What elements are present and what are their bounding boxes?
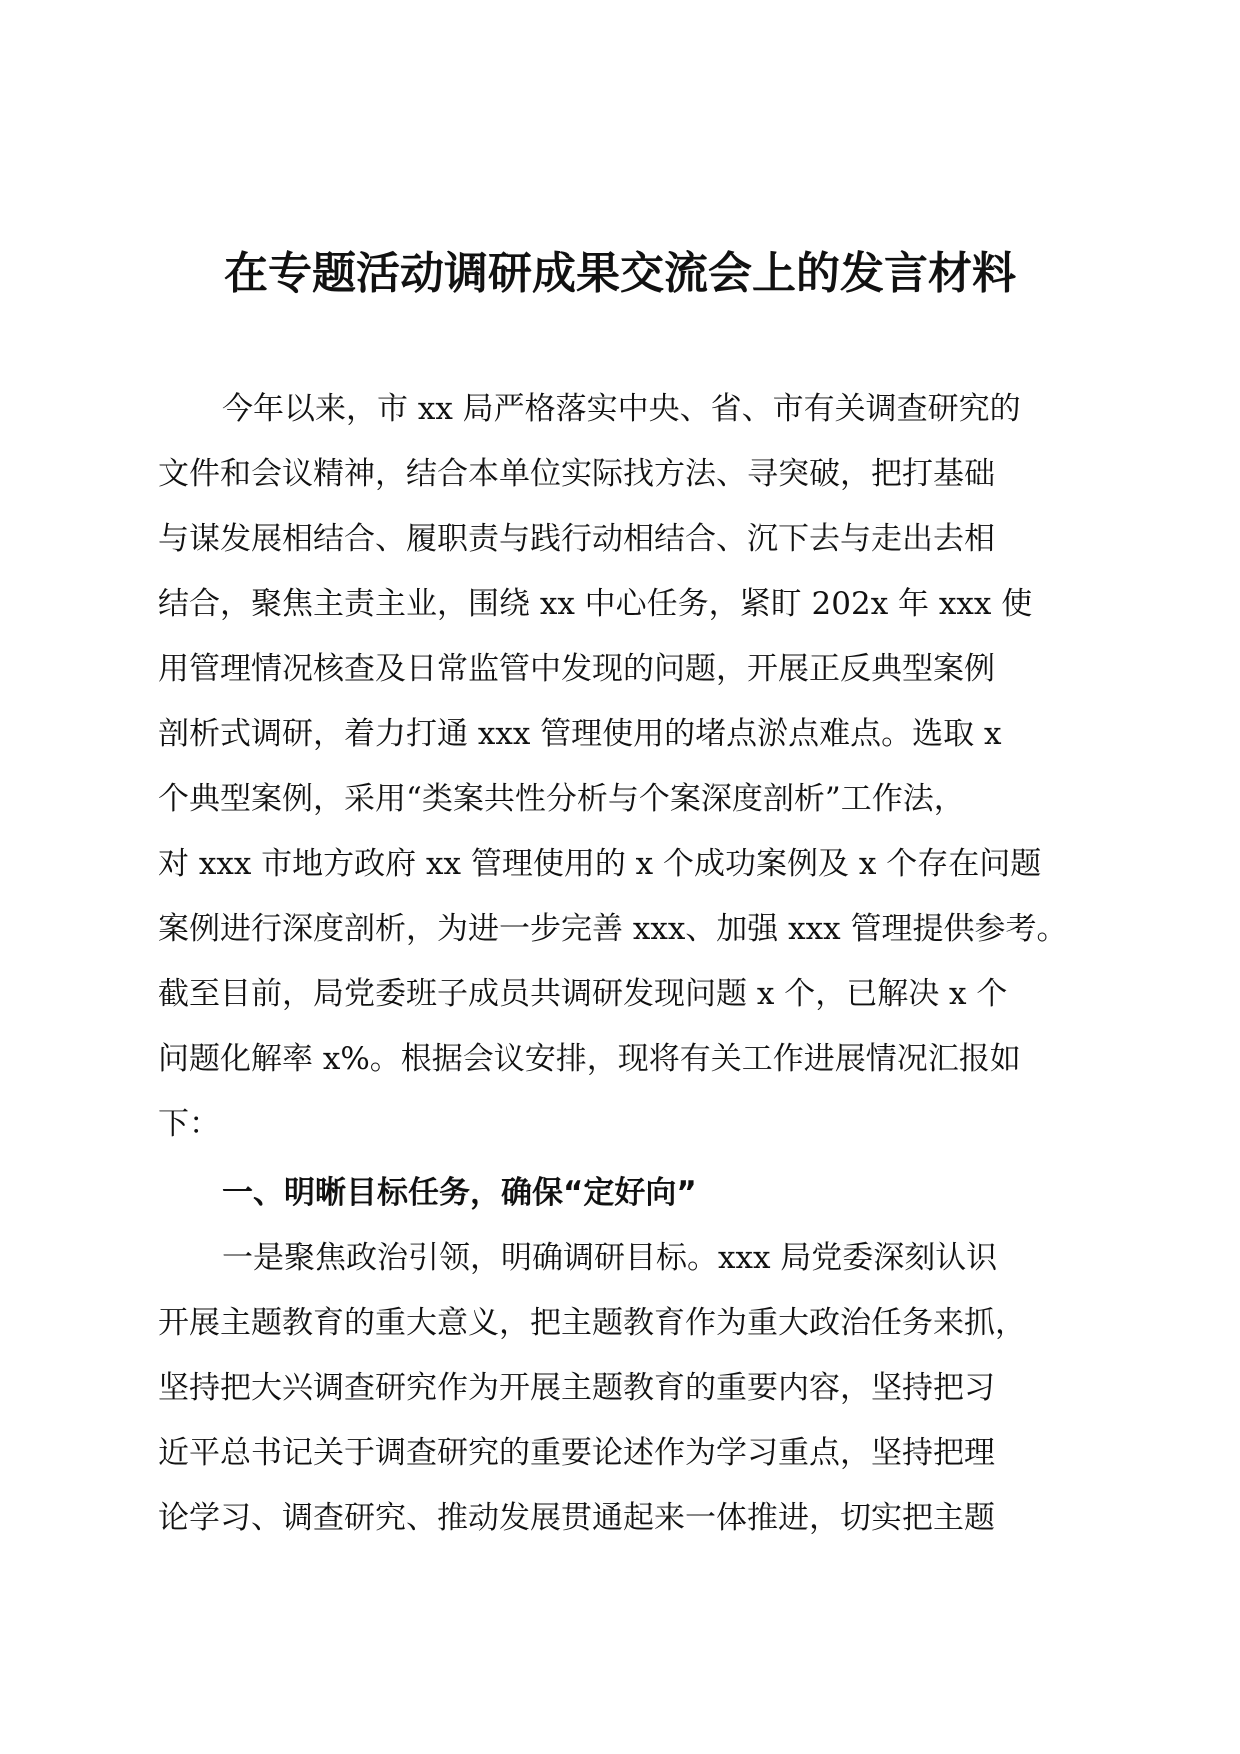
paragraph-line: 坚持把大兴调查研究作为开展主题教育的重要内容，坚持把习 [158, 1370, 995, 1406]
paragraph-2 [158, 1226, 1098, 1551]
paragraph-line: 近平总书记关于调查研究的重要论述作为学习重点，坚持把理 [158, 1435, 995, 1471]
paragraph-line: 截至目前，局党委班子成员共调研发现问题 x 个，已解决 x 个 [158, 976, 1008, 1012]
paragraph-line: 剖析式调研，着力打通 xxx 管理使用的堵点淤点难点。选取 x [158, 716, 1002, 752]
paragraph-line: 对 xxx 市地方政府 xx 管理使用的 x 个成功案例及 x 个存在问题 [158, 846, 1042, 882]
paragraph-line: 个典型案例，采用“类案共性分析与个案深度剖析”工作法， [158, 781, 965, 817]
paragraph-line: 文件和会议精神，结合本单位实际找方法、寻突破，把打基础 [158, 456, 995, 492]
paragraph-line: 结合，聚焦主责主业，围绕 xx 中心任务，紧盯 202x 年 xxx 使 [158, 586, 1033, 622]
paragraph-line: 开展主题教育的重大意义，把主题教育作为重大政治任务来抓， [158, 1305, 1026, 1341]
paragraph-line: 论学习、调查研究、推动发展贯通起来一体推进，切实把主题 [158, 1500, 995, 1536]
paragraph-line: 今年以来，市 xx 局严格落实中央、省、市有关调查研究的 [222, 391, 1021, 427]
section-heading-text: 一、明晰目标任务，确保“定好向” [222, 1175, 697, 1211]
paragraph-line: 一是聚焦政治引领，明确调研目标。xxx 局党委深刻认识 [222, 1240, 998, 1276]
paragraph-line: 问题化解率 x%。根据会议安排，现将有关工作进展情况汇报如 [158, 1041, 1021, 1077]
paragraph-line: 与谋发展相结合、履职责与践行动相结合、沉下去与走出去相 [158, 521, 995, 557]
paragraph-line: 案例进行深度剖析，为进一步完善 xxx、加强 xxx 管理提供参考。 [158, 911, 1068, 947]
paragraph-1 [158, 377, 1098, 1157]
document-title: 在专题活动调研成果交流会上的发言材料 [224, 248, 1016, 299]
paragraph-line: 下： [158, 1106, 220, 1142]
section-heading-1 [158, 1161, 1098, 1226]
paragraph-line: 用管理情况核查及日常监管中发现的问题，开展正反典型案例 [158, 651, 995, 687]
